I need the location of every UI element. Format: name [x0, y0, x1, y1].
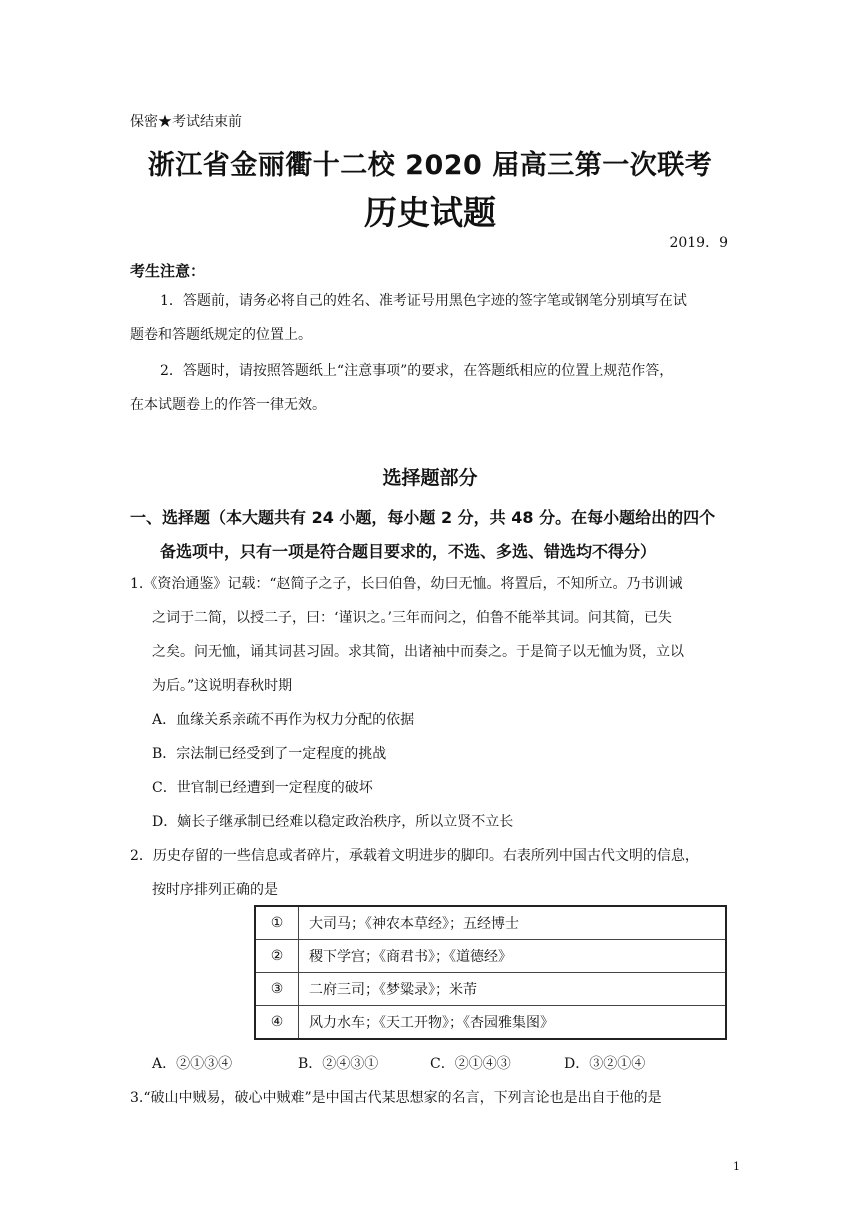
table-row: [255, 906, 726, 940]
row-number: ②: [255, 940, 299, 973]
table-row: [255, 1006, 726, 1040]
part-one-heading-line-2: 备选项中，只有一项是符合题目要求的，不选、多选、错选均不得分）: [160, 542, 657, 561]
question-1-line-4: 为后。”这说明春秋时期: [152, 678, 293, 694]
row-number: ③: [255, 973, 299, 1006]
question-1-line-1: 1.《资治通鉴》记载：“赵简子之子，长曰伯鲁，幼曰无恤。将置后，不知所立。乃书训诫: [130, 576, 683, 592]
question-1-option-a: A．血缘关系亲疏不再作为权力分配的依据: [152, 712, 415, 728]
row-number: ④: [255, 1006, 299, 1040]
question-2-option-d: D．③②①④: [564, 1056, 646, 1072]
question-1-line-2: 之词于二简，以授二子，曰：‘谨识之。’三年而问之，伯鲁不能举其词。问其简，已失: [152, 610, 672, 626]
row-content: 二府三司；《梦粱录》；米芾: [299, 973, 727, 1006]
page-number: 1: [733, 1160, 740, 1173]
row-content: 风力水车；《天工开物》；《杏园雅集图》: [299, 1006, 727, 1040]
question-3-line-1: 3.“破山中贼易，破心中贼难”是中国古代某思想家的名言，下列言论也是出自于他的是: [130, 1090, 662, 1106]
part-one-heading-line-1: 一、选择题（本大题共有 24 小题，每小题 2 分，共 48 分。在每小题给出的四个: [130, 508, 716, 527]
notice-item-2-line-1: 2．答题时，请按照答题纸上“注意事项”的要求，在答题纸相应的位置上规范作答，: [160, 363, 674, 379]
notice-heading: 考生注意：: [130, 262, 206, 280]
row-number: ①: [255, 906, 299, 940]
question-1-line-3: 之矣。问无恤，诵其词甚习固。求其简，出诸袖中而奏之。于是简子以无恤为贤，立以: [152, 644, 684, 660]
row-content: 大司马；《神农本草经》；五经博士: [299, 906, 727, 940]
question-2-line-2: 按时序排列正确的是: [152, 882, 278, 898]
table-row: [255, 973, 726, 1006]
notice-item-1-line-2: 题卷和答题纸规定的位置上。: [130, 327, 312, 343]
confidential-mark: 保密★考试结束前: [130, 114, 242, 130]
question-2-line-1: 2．历史存留的一些信息或者碎片，承载着文明进步的脚印。右表所列中国古代文明的信息，: [130, 848, 699, 864]
question-2-option-a: A．②①③④: [152, 1056, 233, 1072]
exam-title: 浙江省金丽衢十二校 2020 届高三第一次联考: [147, 150, 713, 181]
civilization-info-table: [254, 905, 727, 1040]
question-2-option-c: C．②①④③: [430, 1056, 511, 1072]
row-content: 稷下学宫；《商君书》；《道德经》: [299, 940, 727, 973]
question-1-option-d: D．嫡长子继承制已经难以稳定政治秩序，所以立贤不立长: [152, 814, 514, 830]
question-1-option-b: B．宗法制已经受到了一定程度的挑战: [152, 746, 387, 762]
exam-date: 2019．9: [669, 235, 728, 251]
question-1-option-c: C．世官制已经遭到一定程度的破坏: [152, 780, 373, 796]
question-2-option-b: B．②④③①: [298, 1056, 379, 1072]
notice-item-1-line-1: 1．答题前，请务必将自己的姓名、准考证号用黑色字迹的签字笔或钢笔分别填写在试: [160, 293, 687, 309]
subject-title: 历史试题: [364, 193, 496, 232]
notice-item-2-line-2: 在本试题卷上的作答一律无效。: [130, 397, 326, 413]
table-row: [255, 940, 726, 973]
section-title: 选择题部分: [382, 467, 478, 489]
